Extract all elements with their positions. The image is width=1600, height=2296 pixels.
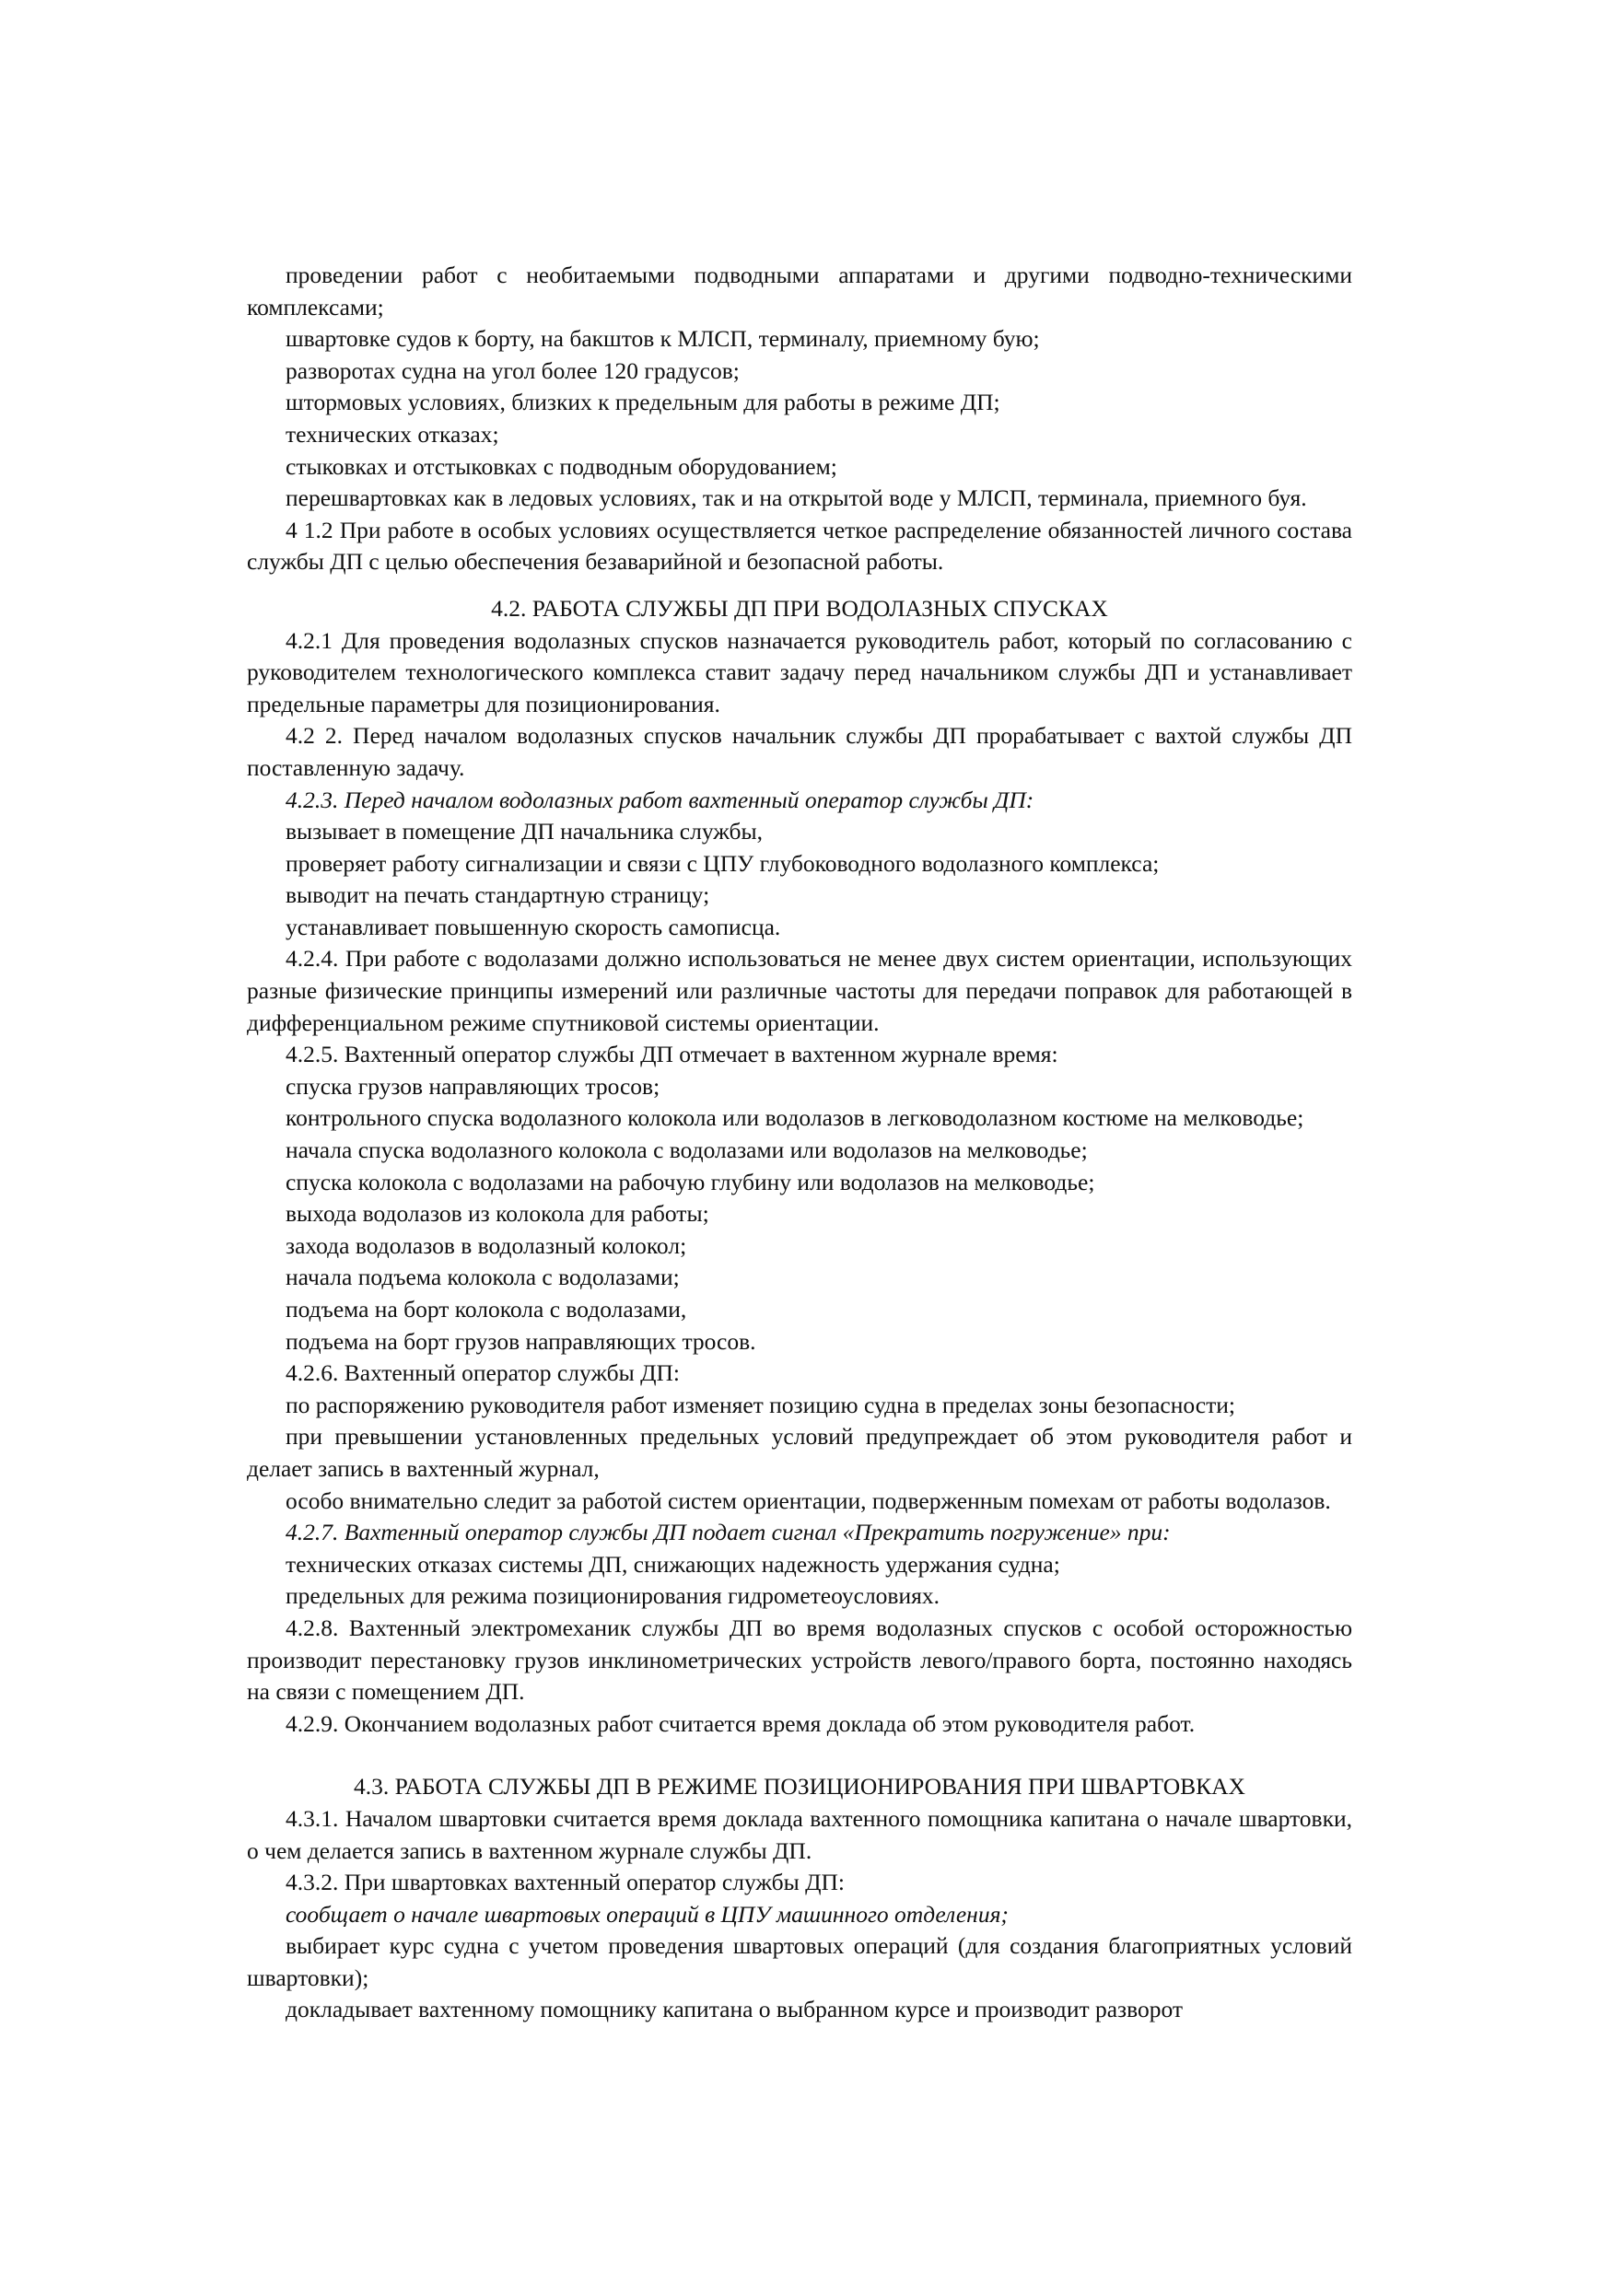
list-item: спуска грузов направляющих тросов; [286,1072,660,1100]
list-item: особо внимательно следит за работой систем ориентации, подверженным помехам от работы водолазов. [286,1486,1331,1514]
list-item: контрольного спуска водолазного колокола или водолазов в легководолазном костюме на мелководье; [286,1104,1304,1132]
clause-4-2-1: 4.2.1 Для проведения водолазных спусков назначается руководитель работ, который по согласованию с руководителем технологического комплекса ставит задачу перед начальником службы ДП и устанавливает предельные параметры для позиционирования. [247,626,1352,717]
clause-4-2-5: 4.2.5. Вахтенный оператор службы ДП отмечает в вахтенном журнале время: [286,1041,1058,1068]
clause-4-2-9: 4.2.9. Окончанием водолазных работ считается время доклада об этом руководителя работ. [286,1709,1196,1737]
list-item: при превышении установленных предельных условий предупреждает об этом руководителя работ и делает запись в вахтенный журнал, [247,1423,1352,1482]
list-item: выхода водолазов из колокола для работы; [286,1200,709,1228]
list-item: сообщает о начале швартовых операций в ЦПУ машинного отделения; [286,1900,1009,1928]
clause-4-2-6: 4.2.6. Вахтенный оператор службы ДП: [286,1359,681,1387]
clause-4-2-2: 4.2 2. Перед началом водолазных спусков начальник службы ДП прорабатывает с вахтой службы ДП поставленную задачу. [247,722,1352,781]
list-item: подъема на борт грузов направляющих тросов. [286,1327,756,1355]
clause-4-2-8: 4.2.8. Вахтенный электромеханик службы ДП во время водолазных спусков с особой осторожностью производит перестановку грузов инклинометрических устройств левого/правого борта, постоянно находясь на связи с помещением ДП. [247,1614,1352,1706]
document-page [247,260,1352,2026]
clause-4-1-2: 4 1.2 При работе в особых условиях осуществляется четкое распределение обязанностей личного состава службы ДП с целью обеспечения безаварийной и безопасной работы. [247,516,1352,576]
clause-4-3-1: 4.3.1. Началом швартовки считается время доклада вахтенного помощника капитана о начале швартовки, о чем делается запись в вахтенном журнале службы ДП. [247,1804,1352,1864]
list-item: подъема на борт колокола с водолазами, [286,1296,687,1323]
list-item: технических отказах; [286,420,499,448]
text-paragraph: проведении работ с необитаемыми подводными аппаратами и другими подводно-техническими комплексами; [247,262,1352,321]
list-item: стыковках и отстыковках с подводным оборудованием; [286,452,837,480]
list-item: начала спуска водолазного колокола с водолазами или водолазов на мелководье; [286,1136,1088,1164]
list-item: начала подъема колокола с водолазами; [286,1264,680,1291]
list-item: докладывает вахтенному помощнику капитана о выбранном курсе и производит разворот [286,1996,1184,2023]
list-item: проверяет работу сигнализации и связи с ЦПУ глубоководного водолазного комплекса; [286,849,1160,877]
list-item: предельных для режима позиционирования гидрометеоусловиях. [286,1582,940,1610]
clause-4-2-3: 4.2.3. Перед началом водолазных работ вахтенный оператор службы ДП: [286,786,1034,813]
list-item: штормовых условиях, близких к предельным для работы в режиме ДП; [286,389,1000,416]
clause-4-2-4: 4.2.4. При работе с водолазами должно использоваться не менее двух систем ориентации, использующих разные физические принципы измерений или различные частоты для передачи поправок для работающей в дифференциальном режиме спутниковой системы ориентации. [247,945,1352,1036]
list-item: захода водолазов в водолазный колокол; [286,1231,687,1259]
section-heading-4-2: 4.2. РАБОТА СЛУЖБЫ ДП ПРИ ВОДОЛАЗНЫХ СПУСКАХ [491,594,1108,622]
list-item: выбирает курс судна с учетом проведения швартовых операций (для создания благоприятных условий швартовки); [247,1932,1352,1991]
list-item: выводит на печать стандартную страницу; [286,881,710,909]
list-item: вызывает в помещение ДП начальника службы, [286,818,764,845]
list-item: перешвартовках как в ледовых условиях, так и на открытой воде у МЛСП, терминала, приемного буя. [286,484,1307,512]
list-item: разворотах судна на угол более 120 градусов; [286,356,740,384]
list-item: по распоряжению руководителя работ изменяет позицию судна в пределах зоны безопасности; [286,1391,1235,1418]
list-item: технических отказах системы ДП, снижающих надежность удержания судна; [286,1550,1060,1578]
list-item: спуска колокола с водолазами на рабочую глубину или водолазов на мелководье; [286,1168,1095,1195]
clause-4-3-2: 4.3.2. При швартовках вахтенный оператор службы ДП: [286,1869,846,1896]
list-item: устанавливает повышенную скорость самописца. [286,913,781,940]
list-item: швартовке судов к борту, на бакштов к МЛСП, терминалу, приемному бую; [286,325,1040,353]
section-heading-4-3: 4.3. РАБОТА СЛУЖБЫ ДП В РЕЖИМЕ ПОЗИЦИОНИРОВАНИЯ ПРИ ШВАРТОВКАХ [354,1773,1245,1801]
clause-4-2-7: 4.2.7. Вахтенный оператор службы ДП подает сигнал «Прекратить погружение» при: [286,1519,1171,1546]
